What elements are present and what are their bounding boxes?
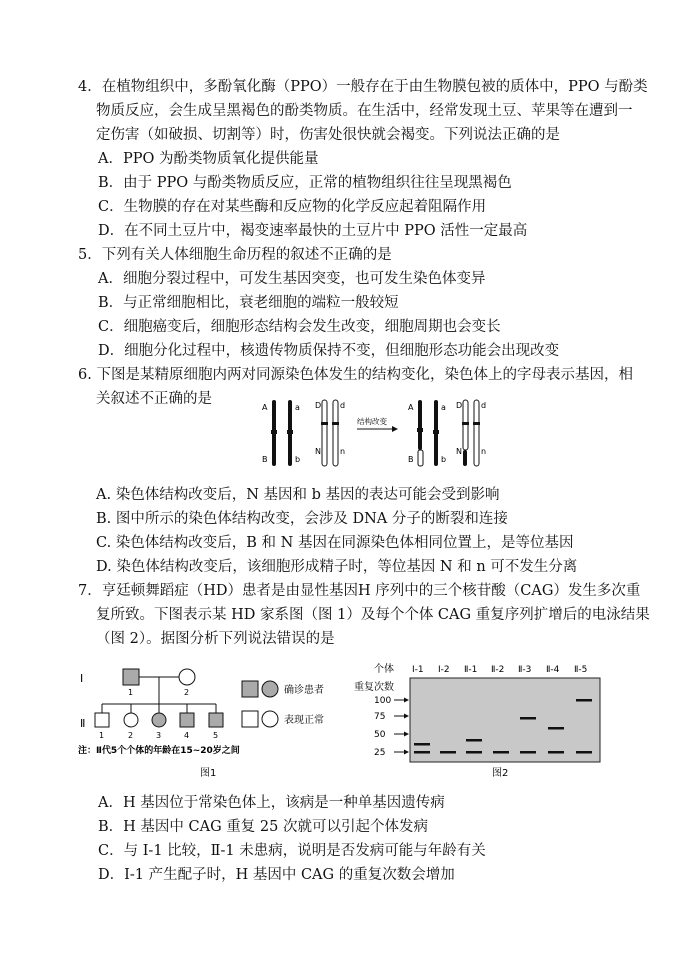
q7-option-c: C．与 Ⅰ-1 比较，Ⅱ-1 未患病，说明是否发病可能与年龄有关 — [98, 843, 486, 859]
label-d: d — [340, 401, 346, 410]
q6-stem-2: 关叙述不正确的是 — [96, 391, 212, 407]
label-B: B — [262, 455, 268, 464]
gel-band — [520, 751, 536, 754]
after-label-n: n — [481, 447, 487, 456]
q7-stem-3: （图 2）。据图分析下列说法错误的是 — [96, 631, 335, 647]
q4-option-a: A．PPO 为酚类物质氧化提供能量 — [98, 151, 319, 167]
gel-band — [493, 751, 509, 754]
after-label-b: b — [441, 455, 447, 464]
q4-stem-1: 4．在植物组织中，多酚氧化酶（PPO）一般存在于由生物膜包被的质体中，PPO 与酚类 — [78, 79, 648, 95]
chromosome-pair-2-after — [462, 400, 480, 466]
label-n: n — [340, 447, 346, 456]
after-label-A: A — [408, 403, 414, 412]
q7-stem-2: 复所致。下图表示某 HD 家系图（图 1）及每个个体 CAG 重复序列扩增后的电泳结果 — [96, 607, 650, 623]
pedigree-II-4-affected-male — [180, 713, 194, 727]
gel-band — [520, 717, 536, 720]
pedigree-II-5-affected-male — [209, 713, 223, 727]
q7-stem-1: 7．亨廷顿舞蹈症（HD）患者是由显性基因H 序列中的三个核苷酸（CAG）发生多次重 — [78, 583, 641, 599]
lane-label: Ⅰ-2 — [438, 665, 450, 675]
chromosome-pair-1-after — [417, 400, 439, 466]
arrow-label: 结构改变 — [357, 417, 387, 426]
q5-option-c: C．细胞癌变后，细胞形态结构会发生改变，细胞周期也会变长 — [98, 319, 501, 335]
fig2-header: 个体 — [374, 664, 394, 675]
pedigree-note: 注：Ⅱ代5个个体的年龄在15~20岁之间 — [78, 746, 240, 756]
legend-normal-square — [242, 711, 258, 727]
pedigree-figure — [76, 664, 366, 780]
tick-arrowhead — [404, 732, 409, 737]
q4-option-c: C．生物膜的存在对某些酶和反应物的化学反应起着阻隔作用 — [98, 199, 487, 215]
q5-option-a: A．细胞分裂过程中，可发生基因突变，也可发生染色体变异 — [98, 271, 486, 287]
after-label-N: N — [456, 447, 462, 456]
gel-band — [466, 751, 482, 754]
lane-labels — [412, 665, 587, 675]
tick-label: 25 — [374, 748, 386, 758]
after-label-D: D — [456, 401, 463, 410]
chromosome-figure — [258, 394, 488, 474]
gel-background — [410, 678, 600, 762]
pedigree-II-1-normal-male — [95, 713, 109, 727]
after-label-a: a — [441, 403, 446, 412]
lane-label: Ⅱ-4 — [546, 665, 560, 675]
lane-label: Ⅱ-3 — [518, 665, 532, 675]
q5-stem: 5．下列有关人体细胞生命历程的叙述不正确的是 — [78, 247, 392, 263]
gel-band — [548, 751, 564, 754]
arrow-head — [392, 426, 398, 432]
gen-2-label: Ⅱ — [80, 717, 86, 730]
q6-stem-1: 6. 下图是某精原细胞内两对同源染色体发生的结构变化，染色体上的字母表示基因，相 — [78, 367, 633, 383]
q4-option-b: B．由于 PPO 与酚类物质反应，正常的植物组织往往呈现黑褐色 — [98, 175, 512, 191]
II-5-num: 5 — [213, 731, 219, 740]
II-4-num: 4 — [184, 731, 190, 740]
pedigree-II-3-affected-female — [152, 713, 166, 727]
after-label-B: B — [408, 455, 414, 464]
gel-band — [466, 739, 482, 742]
II-2-num: 2 — [128, 731, 134, 740]
gel-band — [440, 751, 456, 754]
q6-option-c: C. 染色体结构改变后，B 和 N 基因在同源染色体相同位置上，是等位基因 — [96, 535, 574, 551]
fig1-caption: 图1 — [200, 768, 217, 779]
lane-label: Ⅱ-2 — [491, 665, 505, 675]
label-N: N — [315, 447, 321, 456]
legend-normal-circle — [262, 711, 278, 727]
gel-band — [576, 699, 592, 702]
q7-option-a: A．H 基因位于常染色体上，该病是一种单基因遗传病 — [98, 795, 445, 811]
gen-1-label: Ⅰ — [80, 672, 84, 685]
legend-affected-square — [242, 681, 258, 697]
q7-option-d: D．Ⅰ-1 产生配子时，H 基因中 CAG 的重复次数会增加 — [98, 867, 455, 883]
tick-arrowhead — [404, 750, 409, 755]
q4-option-d: D．在不同土豆片中，褐变速率最快的土豆片中 PPO 活性一定最高 — [98, 223, 528, 239]
pedigree-I-1-affected-male — [123, 669, 139, 685]
label-D: D — [315, 401, 322, 410]
pedigree-II-2-normal-female — [124, 713, 138, 727]
gel-band — [548, 727, 564, 730]
chromosome-pair-1-before — [271, 400, 293, 466]
tick-group — [374, 696, 409, 758]
label-b: b — [295, 455, 301, 464]
II-3-num: 3 — [156, 731, 162, 740]
label-A: A — [262, 403, 268, 412]
after-label-d: d — [481, 401, 487, 410]
tick-arrowhead — [404, 714, 409, 719]
q6-option-a: A. 染色体结构改变后，N 基因和 b 基因的表达可能会受到影响 — [96, 487, 500, 503]
q7-option-b: B．H 基因中 CAG 重复 25 次就可以引起个体发病 — [98, 819, 428, 835]
gel-band — [576, 751, 592, 754]
q5-option-b: B．与正常细胞相比，衰老细胞的端粒一般较短 — [98, 295, 399, 311]
lane-label: Ⅱ-5 — [574, 665, 588, 675]
tick-label: 50 — [374, 730, 386, 740]
tick-label: 100 — [374, 696, 392, 706]
q4-stem-2: 物质反应，会生成呈黑褐色的酚类物质。在生活中，经常发现土豆、苹果等在遭到一 — [96, 103, 633, 119]
I-2-num: 2 — [184, 688, 190, 697]
electrophoresis-figure — [352, 660, 612, 780]
q4-stem-3: 定伤害（如破损、切割等）时，伤害处很快就会褐变。下列说法正确的是 — [96, 127, 560, 143]
pedigree-I-2-normal-female — [179, 669, 195, 685]
I-1-num: 1 — [128, 688, 134, 697]
fig2-ylabel: 重复次数 — [354, 682, 394, 693]
tick-arrowhead — [404, 698, 409, 703]
lane-label: Ⅰ-1 — [412, 665, 424, 675]
q5-option-d: D．细胞分化过程中，核遗传物质保持不变，但细胞形态功能会出现改变 — [98, 343, 560, 359]
chromosome-pair-2-before — [321, 400, 339, 466]
q6-option-b: B. 图中所示的染色体结构改变，会涉及 DNA 分子的断裂和连接 — [96, 511, 508, 527]
legend-affected-circle — [262, 681, 278, 697]
gel-band — [414, 743, 430, 746]
legend-normal-label: 表现正常 — [284, 715, 324, 726]
II-1-num: 1 — [99, 731, 105, 740]
lane-label: Ⅱ-1 — [464, 665, 478, 675]
gel-band — [414, 751, 430, 754]
legend-affected-label: 确诊患者 — [284, 685, 324, 696]
q6-option-d: D. 染色体结构改变后，该细胞形成精子时，等位基因 N 和 n 可不发生分离 — [96, 559, 578, 575]
label-a: a — [295, 403, 300, 412]
fig2-caption: 图2 — [492, 768, 509, 779]
tick-label: 75 — [374, 712, 386, 722]
